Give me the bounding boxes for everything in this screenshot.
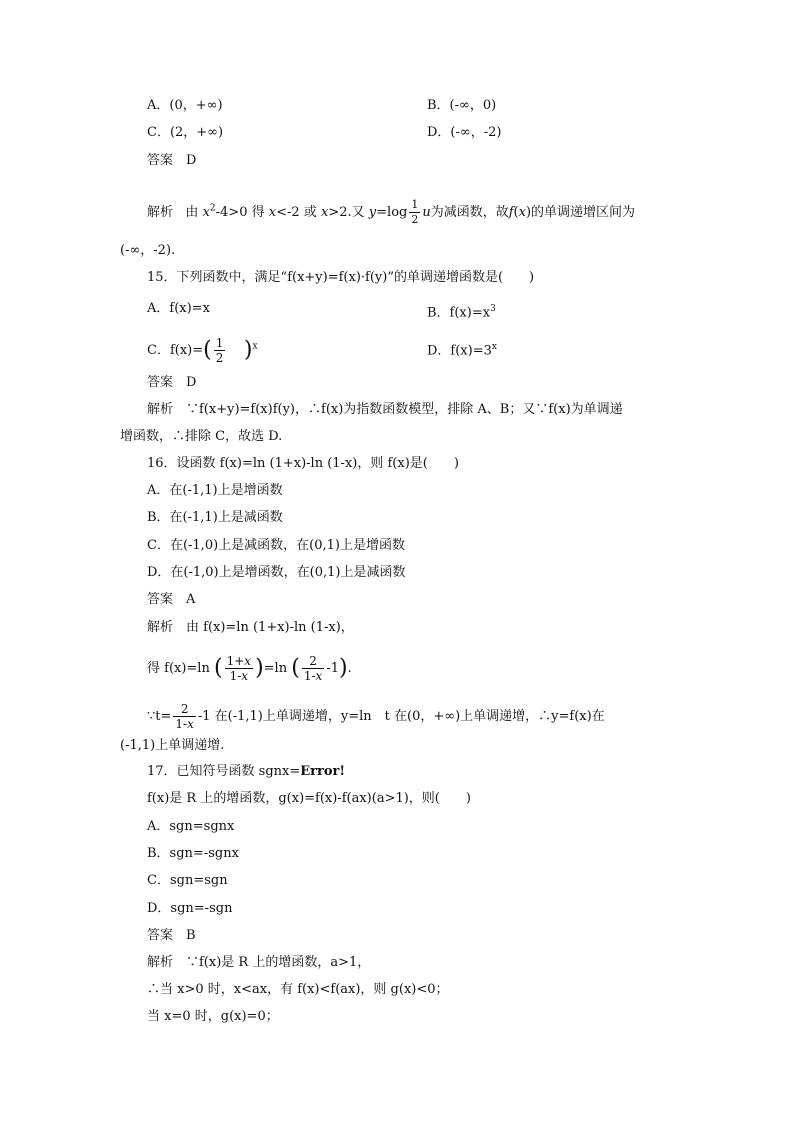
q16-analysis-line2: 得 f(x)=ln ( $\frac{1+x}{1-x}$ )=ln ( $\frac{2}{1-x}$ -1). <box>147 654 352 683</box>
q16-stem: 16．设函数 f(x)=ln (1+x)-ln (1-x)，则 f(x)是( ) <box>147 456 459 471</box>
q16-analysis-line1: 解析 由 f(x)=ln (1+x)-ln (1-x)， <box>147 620 354 635</box>
q15-analysis-line1: 解析 ∵f(x+y)=f(x)f(y)，∴f(x)为指数函数模型，排除 A、B；又∵f(x)为单调递 <box>147 402 623 417</box>
q17-answer: 答案 B <box>147 928 196 943</box>
q16-option-d: D．在(-1,0)上是增函数，在(0,1)上是减函数 <box>147 565 406 580</box>
q14-analysis-part2: 得 <box>251 205 265 220</box>
q16-option-c: C．在(-1,0)上是减函数，在(0,1)上是增函数 <box>147 538 405 553</box>
q14-analysis-line2: (-∞，-2). <box>120 243 176 258</box>
q15-option-d: D．$f(x)=3^x$ <box>427 342 497 359</box>
q14-option-c: C．(2，+∞) <box>147 125 224 140</box>
q17-analysis-line1: 解析 ∵f(x)是 R 上的增函数，a>1， <box>147 955 371 970</box>
q16-option-b: B．在(-1,1)上是减函数 <box>147 510 283 525</box>
q15-option-a: A．f(x)=x <box>147 301 210 316</box>
q14-analysis-part5: 为减函数，故 <box>430 205 509 220</box>
q14-option-d: D．(-∞，-2) <box>427 125 502 140</box>
q17-stem-line2: f(x)是 R 上的增函数，g(x)=f(x)-f(ax)(a>1)，则( ) <box>147 791 471 806</box>
analysis-label: 解析 <box>147 205 174 220</box>
q14-answer: 答案 D <box>147 153 197 168</box>
q14-analysis-part6: 的单调递增区间为 <box>531 205 636 220</box>
q15-analysis-line2: 增函数，∴排除 C，故选 D. <box>120 429 283 444</box>
q16-analysis-line4: (-1,1)上单调递增. <box>120 738 225 753</box>
q14-analysis-part4: .又 <box>347 205 365 220</box>
q16-option-a: A．在(-1,1)上是增函数 <box>147 483 283 498</box>
q17-option-c: C．sgn=sgn <box>147 873 228 888</box>
q14-option-a: A．(0，+∞) <box>147 98 223 113</box>
q14-analysis-part1: 由 <box>185 205 199 220</box>
q17-analysis-line2: ∴当 x>0 时，x<ax，有 f(x)<f(ax)，则 g(x)<0； <box>147 982 449 997</box>
q16-analysis-line3: ∵t= $\frac{2}{1-x}$ -1 在(-1,1)上单调递增，y=ln t 在(0，+∞)上单调递增，∴y=f(x)在 <box>147 702 605 731</box>
q17-option-a: A．sgn=sgnx <box>147 819 235 834</box>
q14-option-b: B．(-∞，0) <box>427 98 497 113</box>
q17-stem: 17．已知符号函数 sgnx=Error! <box>147 764 346 779</box>
q17-analysis-line3: 当 x=0 时，g(x)=0； <box>147 1009 279 1024</box>
q14-analysis-line1: 解析 由 $x^2-4>0$ 得 x<-2 或 x>2.又 y=log $\frac{1}{2}$ u为减函数，故f(x)的单调递增区间为 <box>147 198 636 226</box>
q16-answer: 答案 A <box>147 592 196 607</box>
q17-option-b: B．sgn=-sgnx <box>147 846 239 861</box>
q15-stem: 15．下列函数中，满足“f(x+y)=f(x)·f(y)”的单调递增函数是( ) <box>147 270 535 285</box>
q15-answer: 答案 D <box>147 375 197 390</box>
error-text: Error! <box>300 764 346 779</box>
q14-analysis-part3: 或 <box>303 205 317 220</box>
q15-option-c: C．f(x)=( $\frac{1}{2}$ )$^x$ <box>147 336 258 365</box>
q15-option-b: B．$f(x)=x^3$ <box>427 304 496 321</box>
q17-option-d: D．sgn=-sgn <box>147 901 233 916</box>
